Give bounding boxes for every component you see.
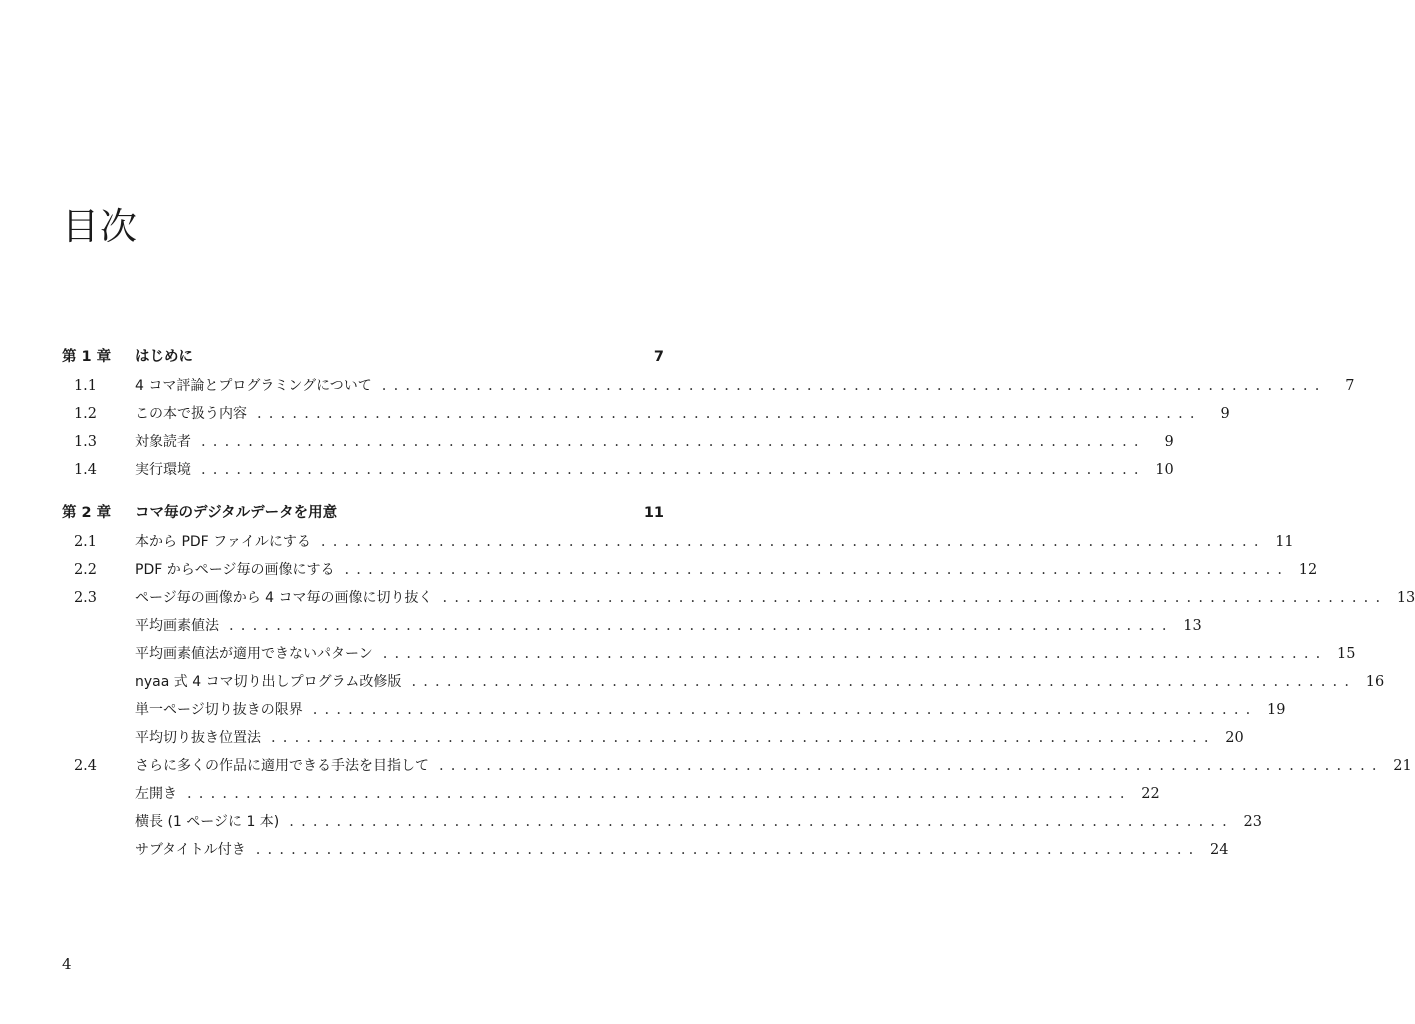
dot-leader: ................................................................................	[229, 618, 1174, 634]
section-page: 16	[1365, 674, 1385, 690]
dot-leader: ................................................................................	[201, 434, 1146, 450]
chapter-title: はじめに	[135, 349, 193, 365]
dot-leader: ................................................................................	[312, 702, 1258, 718]
toc-entry[interactable]	[62, 456, 1174, 484]
section-title: ページ毎の画像から 4 コマ毎の画像に切り抜く	[135, 590, 433, 606]
section-number: 1.1	[73, 378, 97, 394]
toc-subentry[interactable]	[62, 696, 1286, 724]
dot-leader: ................................................................................	[187, 786, 1132, 802]
toc-chapter-heading[interactable]	[62, 342, 664, 372]
dot-leader: ................................................................................	[411, 674, 1357, 690]
section-title: 横長 (1 ページに 1 本)	[135, 814, 280, 830]
dot-leader: ................................................................................	[381, 378, 1327, 394]
toc-subentry[interactable]	[62, 836, 1229, 864]
section-page: 19	[1267, 702, 1286, 718]
section-page: 12	[1298, 562, 1318, 578]
section-page: 10	[1155, 462, 1174, 478]
section-number: 1.2	[73, 406, 97, 422]
section-title: さらに多くの作品に適用できる手法を目指して	[135, 758, 429, 774]
section-page: 22	[1141, 786, 1160, 802]
toc-subentry[interactable]	[62, 640, 1356, 668]
dot-leader: ................................................................................	[382, 646, 1328, 662]
toc-entry[interactable]	[62, 556, 1318, 584]
section-number: 2.3	[73, 590, 97, 606]
section-page: 20	[1225, 730, 1244, 746]
toc-subentry[interactable]	[62, 668, 1385, 696]
section-title: 本から PDF ファイルにする	[135, 534, 311, 550]
chapter-page: 7	[653, 349, 664, 365]
chapter-number: 第 2 章	[62, 505, 112, 521]
dot-leader: ................................................................................	[344, 562, 1290, 578]
toc-subentry[interactable]	[62, 724, 1244, 752]
toc-entry[interactable]	[62, 400, 1230, 428]
toc-entry[interactable]	[62, 584, 1415, 612]
section-number: 2.4	[73, 758, 97, 774]
section-page: 7	[1345, 378, 1355, 394]
section-number: 2.1	[73, 534, 97, 550]
section-title: サブタイトル付き	[135, 842, 246, 858]
toc-entry[interactable]	[62, 752, 1412, 780]
table-of-contents	[62, 342, 1415, 878]
section-page: 9	[1164, 434, 1174, 450]
toc-subentry[interactable]	[62, 612, 1202, 640]
section-title: 実行環境	[135, 462, 191, 478]
section-title: 平均画素値法	[135, 618, 219, 634]
section-title: PDF からページ毎の画像にする	[135, 562, 335, 578]
page-number: 4	[62, 955, 72, 973]
section-title: 平均切り抜き位置法	[135, 730, 261, 746]
section-page: 21	[1393, 758, 1412, 774]
chapter-title: コマ毎のデジタルデータを用意	[135, 505, 338, 521]
toc-entry[interactable]	[62, 428, 1174, 456]
section-title: 4 コマ評論とプログラミングについて	[135, 378, 372, 394]
toc-chapter-heading[interactable]	[62, 498, 664, 528]
page-title: 目次	[62, 205, 138, 248]
toc-subentry[interactable]	[62, 780, 1160, 808]
section-title: 平均画素値法が適用できないパターン	[135, 646, 373, 662]
dot-leader: ................................................................................	[442, 590, 1388, 606]
dot-leader: ................................................................................	[439, 758, 1384, 774]
section-page: 11	[1275, 534, 1294, 550]
section-page: 24	[1210, 842, 1229, 858]
dot-leader: ................................................................................	[255, 842, 1201, 858]
dot-leader: ................................................................................	[257, 406, 1202, 422]
section-number: 2.2	[73, 562, 97, 578]
toc-chapter-2	[62, 498, 1415, 864]
section-page: 23	[1243, 814, 1262, 830]
section-number: 1.3	[73, 434, 97, 450]
dot-leader: ................................................................................	[320, 534, 1266, 550]
dot-leader: ................................................................................	[201, 462, 1146, 478]
chapter-number: 第 1 章	[62, 349, 112, 365]
section-page: 13	[1183, 618, 1202, 634]
toc-subentry[interactable]	[62, 808, 1262, 836]
toc-chapter-1	[62, 342, 1355, 484]
dot-leader: ................................................................................	[289, 814, 1234, 830]
section-title: 単一ページ切り抜きの限界	[135, 702, 303, 718]
section-title: 左開き	[135, 786, 177, 802]
section-page: 9	[1220, 406, 1230, 422]
toc-entry[interactable]	[62, 372, 1355, 400]
dot-leader: ................................................................................	[271, 730, 1216, 746]
section-title: nyaa 式 4 コマ切り出しプログラム改修版	[135, 674, 402, 690]
toc-entry[interactable]	[62, 528, 1294, 556]
section-number: 1.4	[73, 462, 97, 478]
section-page: 15	[1337, 646, 1356, 662]
chapter-page: 11	[643, 505, 664, 521]
section-title: 対象読者	[135, 434, 191, 450]
section-title: この本で扱う内容	[135, 406, 247, 422]
section-page: 13	[1396, 590, 1415, 606]
